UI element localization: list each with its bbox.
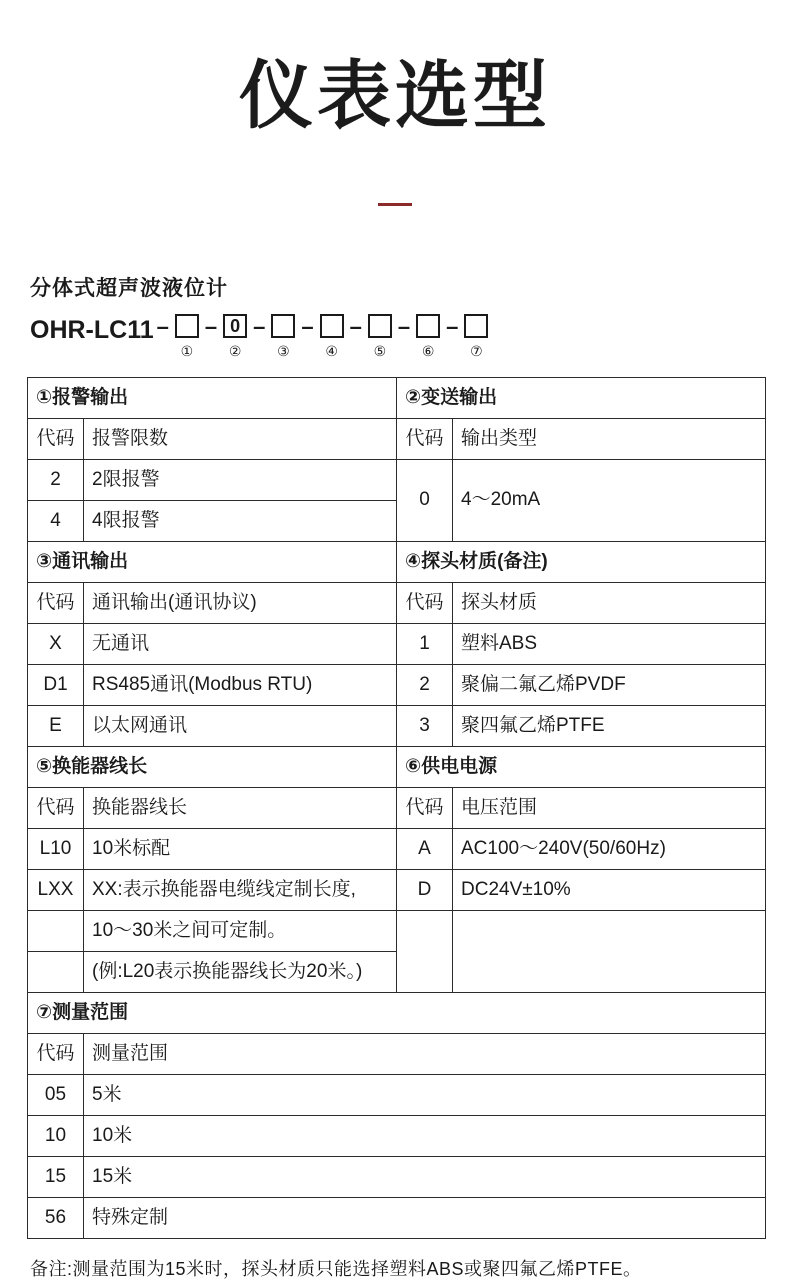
model-slot-3-index: ③: [277, 342, 290, 359]
section-1-row-2-value: 4限报警: [84, 500, 397, 541]
section-4-title: ④探头材质(备注): [397, 541, 766, 582]
section-7-row-2-code: 10: [28, 1115, 84, 1156]
model-slot-2-index: ②: [228, 342, 242, 359]
section-1-row-2-code: 4: [28, 500, 84, 541]
section-3-row-3-value: 以太网通讯: [84, 705, 397, 746]
section-3-code-header: 代码: [28, 582, 84, 623]
section-7-row-3-code: 15: [28, 1156, 84, 1197]
page-title: 仪表选型: [239, 54, 551, 137]
table-row: [28, 746, 766, 787]
section-7-row-3-value: 15米: [84, 1156, 766, 1197]
model-prefix: OHR-LC11: [30, 315, 154, 344]
section-4-row-1-value: 塑料ABS: [453, 623, 766, 664]
table-row: [28, 1115, 766, 1156]
model-slot-7-index: ⑦: [470, 342, 483, 359]
section-7-value-header: 测量范围: [84, 1033, 766, 1074]
section-7-row-4-value: 特殊定制: [84, 1197, 766, 1238]
section-3-row-2-code: D1: [28, 664, 84, 705]
section-6-code-header: 代码: [397, 787, 453, 828]
section-6-row-1-value: AC100～240V(50/60Hz): [453, 828, 766, 869]
model-separator-6: –: [446, 313, 459, 339]
section-3-row-1-code: X: [28, 623, 84, 664]
section-6-row-2-value: DC24V±10%: [453, 869, 766, 910]
table-row: [28, 664, 766, 705]
table-row: [28, 910, 766, 951]
table-row: [28, 828, 766, 869]
table-row: [28, 582, 766, 623]
section-1-row-1-code: 2: [28, 459, 84, 500]
section-5-row-4-code: [28, 951, 84, 992]
section-5-row-2-value: XX:表示换能器电缆线定制长度,: [84, 869, 397, 910]
model-slot-7: [461, 314, 491, 359]
section-3-value-header: 通讯输出(通讯协议): [84, 582, 397, 623]
table-row: [28, 1033, 766, 1074]
model-separator-0: –: [156, 313, 169, 339]
section-7-row-1-value: 5米: [84, 1074, 766, 1115]
section-2-title: ②变送输出: [397, 377, 766, 418]
section-7-code-header: 代码: [28, 1033, 84, 1074]
selection-guide-page: [0, 52, 790, 1279]
table-row: [28, 705, 766, 746]
model-slot-6-index: ⑥: [421, 342, 435, 359]
section-4-row-3-value: 聚四氟乙烯PTFE: [453, 705, 766, 746]
section-2-row-1-code: 0: [397, 459, 453, 541]
section-3-row-3-code: E: [28, 705, 84, 746]
section-5-row-2-code: LXX: [28, 869, 84, 910]
section-4-row-3-code: 3: [397, 705, 453, 746]
model-slot-1-index: ①: [180, 342, 194, 359]
model-slot-1: [172, 314, 202, 359]
section-1-row-1-value: 2限报警: [84, 459, 397, 500]
section-7-row-4-code: 56: [28, 1197, 84, 1238]
section-4-value-header: 探头材质: [453, 582, 766, 623]
section-5-row-3-value: 10～30米之间可定制。: [84, 910, 397, 951]
model-slot-5: [365, 314, 395, 359]
model-slot-6: [413, 314, 443, 359]
section-5-row-3-code: [28, 910, 84, 951]
table-row: [28, 1197, 766, 1238]
section-2-value-header: 输出类型: [453, 418, 766, 459]
section-3-title: ③通讯输出: [28, 541, 397, 582]
model-slot-group: [172, 314, 492, 359]
section-6-filler-code: [397, 910, 453, 992]
title-divider: [378, 203, 412, 206]
table-row: [28, 869, 766, 910]
section-2-code-header: 代码: [397, 418, 453, 459]
model-slot-5-index: ⑤: [373, 342, 387, 359]
section-4-row-2-code: 2: [397, 664, 453, 705]
model-separator-3: –: [301, 313, 314, 339]
section-5-row-1-value: 10米标配: [84, 828, 397, 869]
table-row: [28, 623, 766, 664]
section-1-value-header: 报警限数: [84, 418, 397, 459]
section-7-row-1-code: 05: [28, 1074, 84, 1115]
table-row: [28, 787, 766, 828]
section-5-row-1-code: L10: [28, 828, 84, 869]
model-separator-4: –: [349, 313, 362, 339]
section-1-title: ①报警输出: [28, 377, 397, 418]
table-row: [28, 1156, 766, 1197]
model-slot-4-index: ④: [325, 342, 338, 359]
table-row: [28, 418, 766, 459]
model-slot-1-box: [175, 314, 199, 338]
model-separator-5: –: [397, 313, 411, 339]
model-code-builder: [30, 314, 790, 359]
section-5-code-header: 代码: [28, 787, 84, 828]
table-row: [28, 992, 766, 1033]
table-row: [28, 377, 766, 418]
section-4-row-1-code: 1: [397, 623, 453, 664]
model-slot-2-box: 0: [223, 314, 247, 338]
section-4-code-header: 代码: [397, 582, 453, 623]
model-slot-6-box: [416, 314, 440, 338]
table-row: [28, 1074, 766, 1115]
section-2-row-1-value: 4～20mA: [453, 459, 766, 541]
section-5-row-4-value: (例:L20表示换能器线长为20米。): [84, 951, 397, 992]
section-6-row-1-code: A: [397, 828, 453, 869]
section-7-row-2-value: 10米: [84, 1115, 766, 1156]
section-1-code-header: 代码: [28, 418, 84, 459]
model-slot-4-box: [320, 314, 344, 338]
model-slot-3-box: [271, 314, 295, 338]
section-6-row-2-code: D: [397, 869, 453, 910]
section-6-value-header: 电压范围: [453, 787, 766, 828]
section-6-filler-value: [453, 910, 766, 992]
model-separator-1: –: [204, 313, 218, 339]
selection-table: [27, 377, 766, 1239]
section-5-value-header: 换能器线长: [84, 787, 397, 828]
section-7-title: ⑦测量范围: [28, 992, 766, 1033]
section-4-row-2-value: 聚偏二氟乙烯PVDF: [453, 664, 766, 705]
model-slot-3: [268, 314, 298, 359]
footer-note: 备注:测量范围为15米时，探头材质只能选择塑料ABS或聚四氟乙烯PTFE。: [30, 1258, 642, 1279]
product-subtitle: 分体式超声波液位计: [30, 276, 228, 300]
model-slot-7-box: [464, 314, 488, 338]
section-3-row-2-value: RS485通讯(Modbus RTU): [84, 664, 397, 705]
model-slot-4: [317, 314, 347, 359]
section-3-row-1-value: 无通讯: [84, 623, 397, 664]
table-row: [28, 541, 766, 582]
model-slot-5-box: [368, 314, 392, 338]
model-slot-2: [220, 314, 250, 359]
model-separator-2: –: [253, 313, 266, 339]
section-6-title: ⑥供电电源: [397, 746, 766, 787]
section-5-title: ⑤换能器线长: [28, 746, 397, 787]
table-row: [28, 459, 766, 500]
